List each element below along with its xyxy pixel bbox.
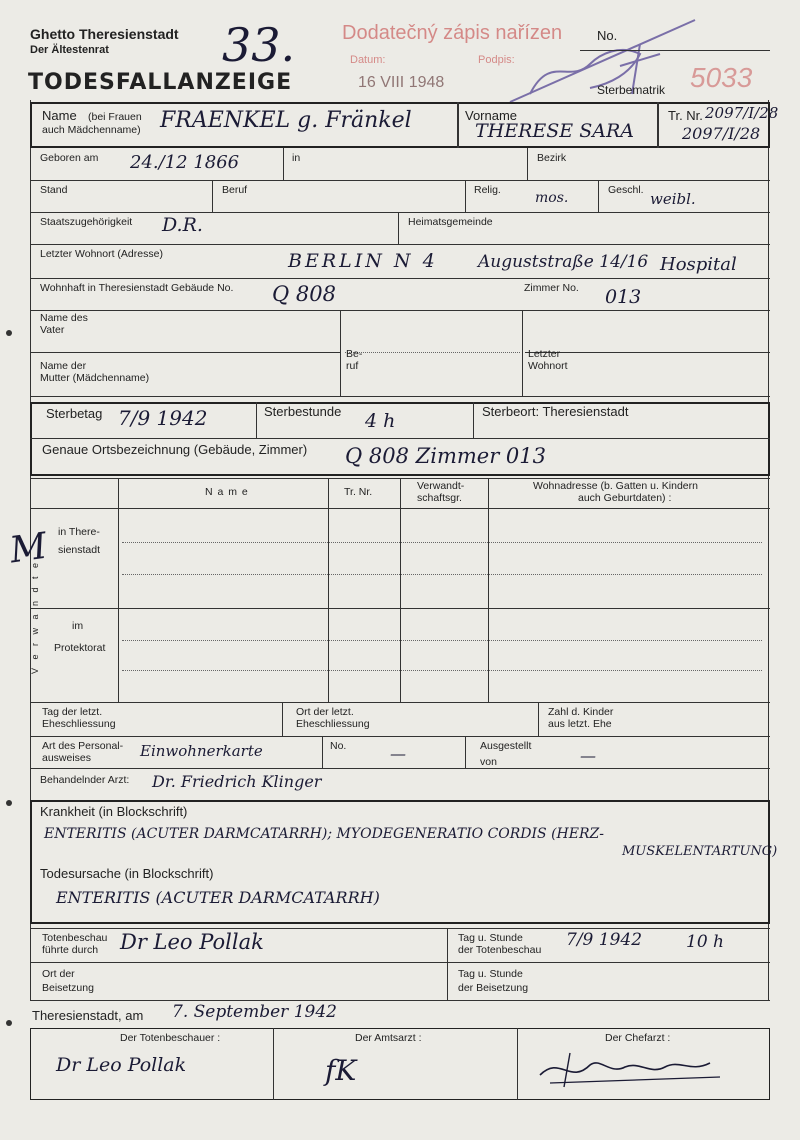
place-date-label: Theresienstadt, am [32, 1008, 144, 1023]
col-verw-1: Verwandt- [417, 480, 465, 492]
col-verw-2: schaftsgr. [417, 492, 462, 504]
wohnort-city: BERLIN N 4 [288, 250, 438, 272]
krankheit-value-2: MUSKELENTARTUNG) [622, 844, 778, 859]
beisetzung-tag-label-1: Tag u. Stunde [458, 968, 523, 980]
ehe-tag-label-1: Tag der letzt. [42, 706, 103, 718]
beschau-hour-value: 10 h [686, 932, 724, 952]
geboren-value: 24./12 1866 [130, 152, 240, 173]
sterbetag-value: 7/9 1942 [118, 406, 208, 430]
prot-label-1: im [72, 620, 84, 632]
ausgestellt-value: — [580, 746, 596, 765]
trnr-value-1: 2097/I/28 [705, 104, 779, 122]
geschl-label: Geschl. [608, 184, 644, 196]
col-name: N a m e [205, 486, 249, 498]
sterbematrik-label: Sterbematrik [597, 83, 666, 97]
vorname-label: Vorname [465, 108, 518, 123]
beisetzung-ort-label-2: Beisetzung [42, 982, 94, 994]
relig-label: Relig. [474, 184, 501, 196]
col-addr-1: Wohnadresse (b. Gatten u. Kindern [533, 480, 698, 492]
vater-label-1: Name des [40, 312, 88, 324]
ghetto-name: Ghetto Theresienstadt [30, 26, 179, 42]
sig-totenbeschauer: Dr Leo Pollak [56, 1054, 187, 1076]
sterbetag-label: Sterbetag [46, 406, 103, 421]
wohnort-street: Auguststraße 14/16 [478, 252, 649, 272]
mutter-label-2: Mutter (Mädchenname) [40, 372, 150, 384]
sig-amtsarzt: fK [325, 1054, 357, 1087]
vorname-value: THERESE SARA [475, 120, 634, 142]
punch-dot [6, 800, 12, 806]
bezirk-label: Bezirk [537, 152, 567, 164]
art-value: Einwohnerkarte [140, 742, 263, 760]
ortsbezeichnung-label: Genaue Ortsbezeichnung (Gebäude, Zimmer) [42, 442, 308, 457]
wohnort-label: Letzter Wohnort (Adresse) [40, 248, 163, 260]
parent-wohnort-label-1: Letzter [528, 348, 561, 360]
sig-col-chefarzt: Der Chefarzt : [605, 1032, 671, 1044]
zimmer-label: Zimmer No. [524, 282, 579, 294]
art-label-1: Art des Personal- [42, 740, 124, 752]
name-sub2: auch Mädchenname) [42, 124, 141, 136]
art-label-2: ausweises [42, 752, 92, 764]
ehe-ort-label-1: Ort der letzt. [296, 706, 354, 718]
page-title: TODESFALLANZEIGE [28, 70, 293, 95]
beschau-tag-value: 7/9 1942 [566, 930, 643, 950]
wohnhaft-value: Q 808 [272, 282, 336, 306]
geboren-label: Geboren am [40, 152, 99, 164]
stand-label: Stand [40, 184, 68, 196]
sterbeort-label: Sterbeort: Theresienstadt [482, 404, 629, 419]
name-label: Name [42, 108, 77, 123]
arzt-label: Behandelnder Arzt: [40, 774, 130, 786]
col-trnr: Tr. Nr. [344, 486, 373, 498]
wohnort-extra: Hospital [660, 254, 737, 275]
totenbeschau-value: Dr Leo Pollak [120, 930, 264, 954]
ursache-label: Todesursache (in Blockschrift) [40, 866, 214, 881]
beisetzung-ort-label-1: Ort der [42, 968, 75, 980]
form-number: 33. [222, 18, 296, 72]
stamp-datum-label: Datum: [350, 54, 386, 66]
arzt-value: Dr. Friedrich Klinger [152, 772, 322, 791]
stamp-line: Dodatečný zápis nařízen [342, 22, 563, 44]
name-value: FRAENKEL g. Fränkel [160, 108, 412, 133]
ehe-tag-label-2: Eheschliessung [42, 718, 116, 730]
mutter-label-1: Name der [40, 360, 87, 372]
parent-beruf-label-1: Be- [346, 348, 363, 360]
heimat-label: Heimatsgemeinde [408, 216, 493, 228]
ausgestellt-label-2: von [480, 756, 497, 768]
beruf-label: Beruf [222, 184, 248, 196]
trnr-label: Tr. Nr. [668, 108, 703, 123]
council-name: Der Ältestenrat [30, 44, 109, 56]
kinder-label-1: Zahl d. Kinder [548, 706, 614, 718]
theres-label-1: in There- [58, 526, 100, 538]
ursache-value: ENTERITIS (ACUTER DARMCATARRH) [56, 888, 380, 907]
margin-m-mark: M [7, 525, 50, 572]
krankheit-value: ENTERITIS (ACUTER DARMCATARRH); MYODEGENERATIO CORDIS (HERZ- [44, 826, 604, 842]
parent-beruf-label-2: ruf [346, 360, 359, 372]
sterbematrik-number: 5033 [690, 62, 753, 93]
no-label: No. [597, 28, 618, 43]
wohnhaft-label: Wohnhaft in Theresienstadt Gebäude No. [40, 282, 234, 294]
totenbeschau-label-2: führte durch [42, 944, 99, 956]
krankheit-label: Krankheit (in Blockschrift) [40, 804, 188, 819]
beisetzung-tag-label-2: der Beisetzung [458, 982, 529, 994]
totenbeschau-label-1: Totenbeschau [42, 932, 108, 944]
sig-col-amtsarzt: Der Amtsarzt : [355, 1032, 422, 1044]
beschau-tag-label-1: Tag u. Stunde [458, 932, 523, 944]
ortsbezeichnung-value: Q 808 Zimmer 013 [345, 444, 547, 468]
ausweis-no-value: — [390, 744, 406, 763]
geschl-value: weibl. [650, 190, 696, 208]
ausgestellt-label-1: Ausgestellt [480, 740, 532, 752]
sig-col-totenbeschauer: Der Totenbeschauer : [120, 1032, 221, 1044]
stamp-podpis-label: Podpis: [478, 54, 515, 66]
parent-wohnort-label-2: Wohnort [528, 360, 568, 372]
punch-dot [6, 1020, 12, 1026]
sterbestunde-label: Sterbestunde [264, 404, 342, 419]
theres-label-2: sienstadt [58, 544, 101, 556]
trnr-value-2: 2097/I/28 [682, 124, 761, 143]
name-sub: (bei Frauen [88, 111, 142, 123]
prot-label-2: Protektorat [54, 642, 106, 654]
ausweis-no-label: No. [330, 740, 347, 752]
ehe-ort-label-2: Eheschliessung [296, 718, 370, 730]
kinder-label-2: aus letzt. Ehe [548, 718, 612, 730]
relig-value: mos. [535, 190, 569, 206]
in-label: in [292, 152, 301, 164]
beschau-tag-label-2: der Totenbeschau [458, 944, 542, 956]
punch-dot [6, 330, 12, 336]
chefarzt-signature-icon [530, 1045, 730, 1095]
place-date-value: 7. September 1942 [172, 1002, 337, 1022]
zimmer-value: 013 [605, 286, 642, 308]
sterbestunde-value: 4 h [365, 410, 396, 432]
vater-label-2: Vater [40, 324, 65, 336]
stamp-date: 16 VIII 1948 [358, 74, 445, 91]
relatives-side-label: V e r w a n d t e [30, 560, 40, 675]
staat-value: D.R. [162, 214, 203, 236]
col-addr-2: auch Geburtdaten) : [578, 492, 672, 504]
staat-label: Staatszugehörigkeit [40, 216, 133, 228]
